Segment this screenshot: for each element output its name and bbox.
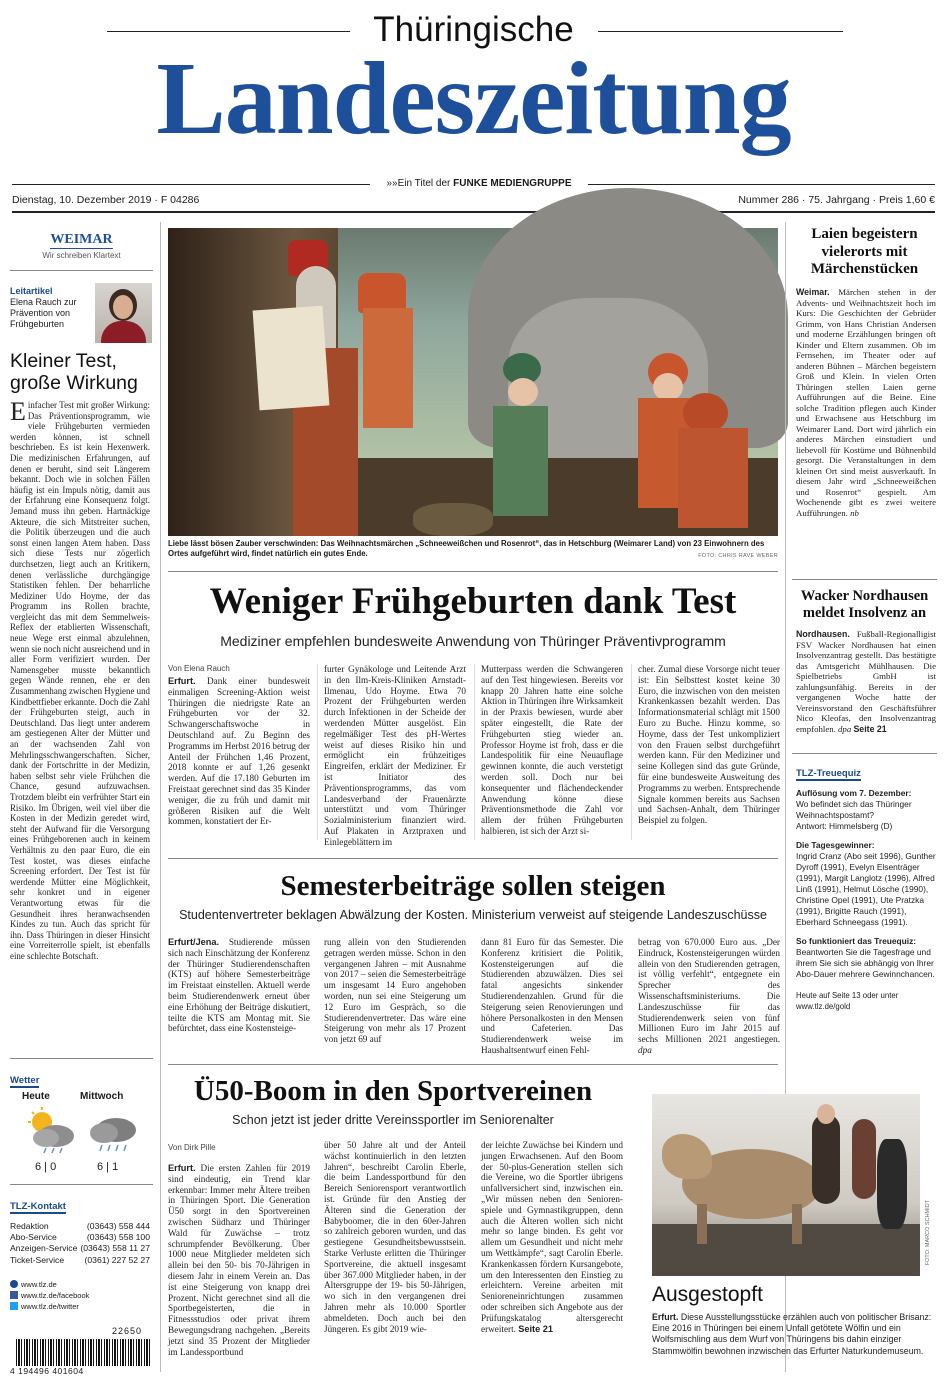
- contact-row-label: Abo-Service: [10, 1232, 57, 1243]
- main-col-2: furter Gynäkologe und Leitende Arzt in den Ilm-Kreis-Kliniken Arnstadt-Ilmenau, Udo Hoyme. Etwa 70 Prozent der Frühgeburten werden durch Infektionen in der Scheide der werdenden Mütter ausgelöst. Ein regelmäßiger Test des pH-Wertes weist auf dieses Risiko hin und ermöglicht ein frühzeitiges Eingreifen, erklärt der Mediziner. Er ist Initiator des Präventionsprogramms, das vom Landesverband der Frauenärzte unterstützt und vom Thüringer Sozialministerium finanziert wird. Auf Plakaten in Arztpraxen und Einlegeblättern im: [324, 664, 466, 847]
- main-byline: Von Elena Rauch: [168, 664, 230, 673]
- wolf-body: [652, 1312, 937, 1357]
- sidebar-body: [10, 397, 150, 961]
- contact-row-label: Redaktion: [10, 1221, 49, 1231]
- quiz-winners-bold: Die Tagesgewinner:: [796, 840, 875, 850]
- right-rule-1: [792, 579, 937, 580]
- sidebar-vertical-rule: [160, 222, 161, 1372]
- main-col-1: [168, 676, 310, 840]
- lead-photo[interactable]: [168, 228, 778, 536]
- barcode: [16, 1339, 152, 1366]
- contact-label: [10, 1194, 66, 1214]
- sport-subhead: Schon jetzt ist jeder dritte Vereinssportler im Seniorenalter: [232, 1113, 554, 1127]
- sidebar-body-text: infacher Test mit großer Wirkung: Das Präventionsprogramm, wie viele Frühgeburten vermieden werden können, ist schnell beschrieben. Es ist kein Hexenwerk. Die medizinischen Erfahrungen, auf denen er beruht, sind seit Längerem bekannt. Doch wie in solchen Fällen häufig ist ein Impuls nötig, damit aus der Erfahrung eine Konsequenz folgt. Jemand muss ihn geben. Hartnäckige Akteure, die sich Mitstreiter suchen, die Politik überzeugen und die auch sonst einen langen Atem haben. Dass sich diese Tests nur zögerlich durchsetzen, liegt auch an Kritikern, denen verlässliche durchgängige Statistiken fehlen. Der beharrliche Mediziner Udo Hoyme, der das Programm ins Rollen brachte, vergleicht das mit dem Semmelweis-Reflex der etablierten Wissenschaft, neue Wege erst einmal abzulehnen, wenn sie noch nicht ausreichend und in aller Form verifiziert wurden. Der Namensgeber musste bekanntlich gegen Wände rennen, ehe er den Zusammenhang zwischen Hygiene und Kindbettfieber erkannte. Doch die Zahl der Frühgeburten steigt, auch in Deutschland. Das liegt unter anderem am gestiegenen Alter der Mütter und an der wachsenden Zahl von Mehrlingsschwangerschaften. Sicher, dank der Fortschritte in der Medizin, haben selbst sehr viele Frühchen die Chance, gesund aufzuwachsen. Trotzdem bleibt ein verfrühter Start ein Risiko. Im Übrigen, weil viel über die Kosten in der Medizin geredet wird, steht der Aufwand für die Versorgung eines Frühgeborenen auch in keinem Verhältnis zu den paar Euro, die ein Test kostet, was dieses einfache Screening erfordert. Der Test ist für werdende Mütter eine Möglichkeit, sehr konkret und in eigener Verantwortung etwas für die Gesundheit ihres heranwachsenden Kindes zu tun. Auch das spricht für ihn. Dass Thüringen in dieser Hinsicht eine Vorreiterrolle spielt, ist ebenfalls eine schlechte Botschaft.: [10, 400, 150, 961]
- globe-icon: [10, 1280, 18, 1288]
- barcode-top: 22650: [112, 1326, 143, 1336]
- quiz-how-bold: So funktioniert das Treuequiz:: [796, 936, 917, 946]
- wolf-text: Diese Ausstellungsstücke erzählen auch von politischer Brisanz: Eine 2016 in Thüringen bei einem Unfall getötete Wölfin und ein Wolfsmischling aus dem Wurf von Thüringens bis dahin einziger Stammwölfin bewohnen inzwischen das Erfurter Naturkundemuseum.: [652, 1312, 932, 1356]
- barcode-number: 4 194496 401604: [10, 1366, 155, 1376]
- leitartikel-label: Leitartikel: [10, 286, 53, 296]
- sport-top-rule: [168, 1064, 778, 1065]
- main-col-divider: [474, 664, 475, 840]
- caption-text: Liebe lässt bösen Zauber verschwinden: Das Weihnachtsmärchen „Schneeweißchen und Rosenrot“, das in Hetschburg (Weimarer Land) von 23 Einwohnern des Ortes aufgeführt wird, findet natürlich ein gutes Ende.: [168, 539, 765, 559]
- sidebar-rule: [10, 270, 153, 271]
- right-top-text: Märchen stehen in der Advents- und Weihnachtszeit hoch im Kurs: Die Geschichten der Gebrüder Grimm, von Hans Christian Andersen und moderne Erzählungen bringen oft Kinder und Eltern zusammen. Ob im Fernsehen, im Theater oder auf anderen Bühnen – Märchen begeistern Groß und Klein. In vielen Orten Thüringen stellen Laien gerne Aufführungen auf die Beine. Eine solche Tradition pflegen auch Kinder und Erwachsene aus Hetschburg im Weimarer Land. Dort wird jährlich ein anderes Märchen einstudiert und liebevoll für Kostüme und Bühnenbild gesorgt. Die Veranstaltungen in dem kleinen Ort sind meist ausverkauft. In diesem Jahr wird „Schneeweißchen und Rosenrot“ gespielt. Am Wochenende gibt es zwei weitere Aufführungen.: [796, 287, 936, 518]
- issue-line: Nummer 286 · 75. Jahrgang · Preis 1,60 €: [738, 194, 935, 206]
- twitter-icon: [10, 1302, 18, 1310]
- right-top-lead: Weimar.: [796, 287, 830, 297]
- wolf-headline[interactable]: Ausgestopft: [652, 1283, 763, 1306]
- main-col-3: Mutterpass werden die Schwangeren auf den Test hingewiesen. Bereits vor knapp 20 Jahren hatte eine solche Aktion in Thüringen ihre Wirksamkeit in der Praxis bewiesen, wurde aber später eingestellt, die Rate der Frühgeburten stieg wieder an. Professor Hoyme ist froh, dass er die Landespolitik für eine Neuauflage gewinnen konnte, die auch verstetigt werden soll. Doch nur bei konsequenter und flächendeckender Anwendung könne diese Präventionsmethode die Zahl vor allem der frühen Frühgeburten halbieren, ist sich der Arzt si-: [481, 664, 623, 836]
- right-top-headline[interactable]: Laien begeistern vielerorts mit Märchenstücken: [810, 226, 919, 277]
- web-link[interactable]: [10, 1290, 110, 1301]
- tagline-prefix: »»Ein Titel der: [386, 178, 451, 189]
- web-link[interactable]: [10, 1301, 110, 1312]
- leitartikel-block: [10, 286, 92, 330]
- contact-list: [10, 1221, 150, 1266]
- wolf-photo[interactable]: [652, 1094, 920, 1276]
- contact-label-text: TLZ-Kontakt: [10, 1201, 66, 1212]
- semester-author: dpa: [638, 1044, 652, 1055]
- weather-today-label: Heute: [22, 1091, 50, 1102]
- contact-row-number: (03643) 558 444: [86, 1221, 150, 1231]
- masthead-divider-left: [12, 184, 370, 185]
- semester-subhead: Studentenvertreter beklagen Abwälzung der Kosten. Ministerium verweist auf steigende Landeszuschüsse: [179, 908, 767, 922]
- contact-row[interactable]: [10, 1255, 150, 1266]
- wacker-lead: Nordhausen.: [796, 629, 850, 639]
- semester-lead: Erfurt/Jena.: [168, 937, 220, 947]
- main-col-4: cher. Zumal diese Vorsorge nicht teuer ist: Ein Selbsttest kostet keine 30 Euro, die inzwischen von den meisten Krankenkassen bezahlt werden. Das Informationsmaterial schlägt mit 1500 Euro zu Buche. Hinzu komme, so Hoyme, dass der Test unkompliziert von den Frauen selbst durchgeführt werden kann. Für den Mediziner und seine Kollegen sind das gute Gründe, für eine bundesweite Ausweitung des Programms zu werben. Entsprechende Signale kommen bereits aus Sachsen und Sachsen-Anhalt, dem Thüringer Beispiel zu folgen.: [638, 664, 780, 826]
- web-link-text: www.tlz.de/twitter: [21, 1302, 79, 1311]
- contact-row[interactable]: [10, 1243, 150, 1254]
- weather-today-temp: 6 | 0: [35, 1161, 57, 1173]
- author-portrait: [95, 283, 152, 343]
- quiz-label: [796, 761, 861, 781]
- quiz-q-bold: Auflösung vom 7. Dezember:: [796, 788, 912, 798]
- semester-headline[interactable]: Semesterbeiträge sollen steigen: [280, 870, 666, 902]
- date-line: Dienstag, 10. Dezember 2019 · F 04286: [12, 194, 200, 206]
- sport-col-text: der leichte Zuwächse bei Kindern und jungen Erwachsenen. Auf den Boom der 50-plus-Generation stellen sich die Vereine, wo die Sportler übrigens unfallversichert sind, inzwischen ein. „Wir müssen neben den Senioren-spiele und Gymnastikgruppen, denn auch die Älteren wollen sich nicht mehr so lange binden. Es geht vor allem um Gesundheit und nicht mehr um Wettkämpfe“, sagt Carolin Eberle. Krankenkassen fördern Kursangebote, um den Interessenten den Einstieg zu erleichtern. Vereine arbeiten mit Senioreneinrichtungen zusammen oder schreiben sich Angebote aus der Prüfungskatalog altersgerecht erweitert.: [481, 1140, 623, 1334]
- contact-row-number: (0361) 227 52 27: [84, 1254, 150, 1265]
- semester-col-2: rung allein von den Studierenden getragen werden müsse. Schon in den vergangenen Jahren – mit Ausnahme von 2017 – seien die Semesterbeiträge um insgesamt 14 Euro angehoben worden, nun sei eine Steigerung um 12 Euro im Gespräch, so die Studierendenvertreter. Das wäre eine Steigerung von mehr als 17 Prozent von jetzt 69 auf: [324, 937, 466, 1045]
- web-link[interactable]: [10, 1279, 110, 1290]
- main-lead: Erfurt.: [168, 676, 196, 686]
- web-links: [10, 1279, 110, 1312]
- wolf-lead: Erfurt.: [652, 1312, 679, 1322]
- tagline-group: FUNKE MEDIENGRUPPE: [453, 178, 572, 189]
- contact-row[interactable]: [10, 1232, 150, 1243]
- quiz-answer: Antwort: Himmelsberg (D): [796, 821, 893, 831]
- sport-col-2: über 50 Jahre alt und der Anteil wächst kontinuierlich in den letzten Jahren“, beschreibt Carolin Eberle, die beim Landessportbund für den Bereich Seniorensport verantwortlich ist. Gründe für den Anstieg der Älteren sind die Generation der Babyboomer, die in den 60er-Jahren so zahlreich geboren wurden, und das gestiegene Gesundheitsbewusstsein. Starke Verluste erlitten die Thüringer Sportvereine, die aktuell insgesamt über 367.000 Mitglieder haben, in der Altersgruppe der 19- bis 50-Jährigen, wo sich in den vergangenen drei Jahren mehr als 10.000 Sportler abmeldeten. Doch auch bei den Jüngeren. Es gibt 2019 wie-: [324, 1140, 466, 1334]
- sport-col-1: [168, 1163, 310, 1373]
- contact-row-label: Anzeigen-Service: [10, 1243, 78, 1254]
- sport-headline[interactable]: Ü50-Boom in den Sportvereinen: [193, 1075, 593, 1107]
- sport-col-text: Die ersten Zahlen für 2019 sind eindeutig, ein Trend klar erkennbar: Immer mehr Ältere treiben in Thüringen Sport. Die Generation Ü50 sorgt in den Sportvereinen zwischen Südharz und Thüringer Wald für Zuwächse – trotz schrumpfender Bevölkerung. Über 1000 neue Mitglieder meldeten sich allein bei den 50- bis 70-Jährigen in diesem Jahr in einem Verein an. Das ist eine Steigerung von knapp drei Prozent. Nicht gerechnet sind all die Sportbegeisterten, die in Fitnessstudios oder privat ihrem Bewegungsdrang nachgehen. „Bereits jetzt sind 35 Prozent der Mitglieder im Landessportbund: [168, 1163, 310, 1357]
- right-top-author: nb: [850, 507, 859, 518]
- semester-col-3: dann 81 Euro für das Semester. Die Konferenz kritisiert die Politik, Kostensteigerungen auf die Studierenden abzuwälzen. Dies sei fatal angesichts sinkender Studierendenzahlen. Grund für die Steigerung seien Renovierungen und höhere Personalkosten in den Mensen und Cafeterien. Das Studierendenwerk weise im Haushaltsentwurf einen Fehl-: [481, 937, 623, 1055]
- quiz-question: Wo befindet sich das Thüringer Weihnachtspostamt?: [796, 799, 912, 820]
- wacker-headline[interactable]: Wacker Nordhausen meldet Insolvenz an: [800, 588, 929, 621]
- facebook-icon: [10, 1291, 18, 1299]
- quiz-label-text: TLZ-Treuequiz: [796, 768, 861, 779]
- quiz-footer[interactable]: Heute auf Seite 13 oder unter www.tlz.de/gold: [796, 991, 899, 1011]
- right-rule-2: [792, 753, 937, 754]
- lead-photo-caption: [168, 539, 778, 562]
- contact-row-label: Ticket-Service: [10, 1254, 65, 1265]
- city-tagline: Wir schreiben Klartext: [42, 251, 121, 260]
- semester-col-4: [638, 937, 780, 1053]
- leitartikel-desc: Elena Rauch zur Prävention von Frühgeburten: [10, 297, 77, 329]
- contact-row[interactable]: [10, 1221, 150, 1232]
- rain-cloud-icon: [84, 1106, 140, 1154]
- web-link-text: www.tlz.de: [21, 1280, 57, 1289]
- semester-top-rule: [168, 858, 778, 859]
- main-subhead: Mediziner empfehlen bundesweite Anwendung von Thüringer Präventivprogramm: [220, 633, 726, 649]
- main-col-divider: [317, 664, 318, 840]
- wolf-photo-credit: FOTO: MARCO SCHMIDT: [925, 1200, 931, 1266]
- contact-row-number: (03643) 558 100: [86, 1232, 150, 1243]
- contact-row-number: (03643) 558 11 27: [80, 1243, 150, 1254]
- quiz-body: [796, 788, 936, 1012]
- quiz-how: Beantworten Sie die Tagesfrage und ihrem Sie sich sie abhängig von Ihrer Abo-Dauer mehrere Gewinnchancen.: [796, 947, 935, 979]
- web-link-text: www.tlz.de/facebook: [21, 1291, 90, 1300]
- weather-rule: [10, 1058, 153, 1059]
- wacker-author: dpa: [838, 723, 852, 734]
- wacker-body: [796, 629, 936, 749]
- photo-credit: FOTO: CHRIS RAVE WEBER: [698, 553, 778, 560]
- right-top-body: [796, 287, 936, 563]
- wacker-ref: Seite 21: [853, 723, 887, 734]
- weather-label: [10, 1068, 39, 1088]
- cloud-sun-icon: [22, 1106, 78, 1154]
- city-block: [10, 228, 153, 260]
- contact-rule: [10, 1184, 153, 1185]
- masthead-title-top: Thüringische: [373, 10, 574, 49]
- dropcap: E: [10, 397, 26, 426]
- quiz-winners: Ingrid Cranz (Abo seit 1996), Gunther Dyroff (1991), Evelyn Elsenträger (1991), Margit Langlotz (1996), Alfred Linß (1991), Helmut Lösche (1990), Christine Opel (1991), Ute Pratzka (1991), Brigitte Rauch (1991), Eberhard Schneegass (1991).: [796, 851, 936, 927]
- main-headline[interactable]: Weniger Frühgeburten dank Test: [209, 581, 737, 622]
- sidebar-headline[interactable]: Kleiner Test, große Wirkung: [10, 350, 138, 394]
- masthead-title[interactable]: Landeszeitung: [156, 41, 791, 156]
- sport-ref: Seite 21: [518, 1323, 553, 1334]
- semester-col-1: [168, 937, 310, 1053]
- sport-byline: Von Dirk Pille: [168, 1143, 216, 1152]
- city-name[interactable]: WEIMAR: [50, 232, 113, 247]
- publisher-tagline: [370, 178, 588, 189]
- semester-col-text: Studierende müssen sich nach Einschätzung der Konferenz der Thüringer Studierendenschaften (KTS) auf höhere Semesterbeiträge im Freistaat einstellen. Aktuell werde beim Studierendenwerk erneut über eine Erhöhung der Beiträge diskutiert, teilte die KTS am Montag mit. Sie befürchtet, dass eine Kostensteige-: [168, 937, 311, 1034]
- masthead-bottom-rule: [12, 211, 935, 213]
- weather-tomorrow-label: Mittwoch: [80, 1091, 124, 1102]
- main-col-text: Dank einer bundesweit einmaligen Screening-Aktion weist Thüringen die niedrigste Rate an Frühgeburten vor der 32. Schwangerschaftswoche in Deutschland auf. Zu Beginn des Programms im Herbst 2016 betrug der Anteil der Frühchen 1,46 Prozent, 2018 konnte er auf 1,26 gesenkt werden. Auf die 17.180 Geburten im Freistaat gerechnet sind das 35 Kinder weniger, die zu früh und damit mit größeren Risiken auf die Welt kommen, konstatiert der Er-: [168, 676, 311, 827]
- masthead-divider-right: [588, 184, 935, 185]
- sport-col-3: [481, 1140, 623, 1373]
- wacker-text: Fußball-Regionalligist FSV Wacker Nordhausen hat einen Insolvenzantrag gestellt. Das bestätigte das Amtsgericht Mühlhausen. Die Spielbetriebs GmbH ist zahlungsunfähig. Bereits in der vergangenen Woche hatte der Vereinsvorstand den Geschäftsführer Nico Kleofas, den Insolvenzantrag empfohlen.: [796, 629, 936, 734]
- semester-col-text: betrag von 670.000 Euro aus. „Der Eindruck, Kostensteigerungen würden allein von den Studierenden getragen, ist völlig verfehlt“, entgegnete ein Sprecher des Wissenschaftsministeriums. Die Landeszuschüsse für das Studierendenwerk seien von fünf Millionen Euro im Jahr 2015 auf sechs Millionen 2021 angestiegen.: [638, 937, 780, 1045]
- sport-lead: Erfurt.: [168, 1163, 196, 1173]
- main-top-rule: [168, 571, 778, 572]
- main-col-divider: [631, 664, 632, 840]
- weather-label-text: Wetter: [10, 1075, 40, 1086]
- weather-tomorrow-temp: 6 | 1: [97, 1161, 119, 1173]
